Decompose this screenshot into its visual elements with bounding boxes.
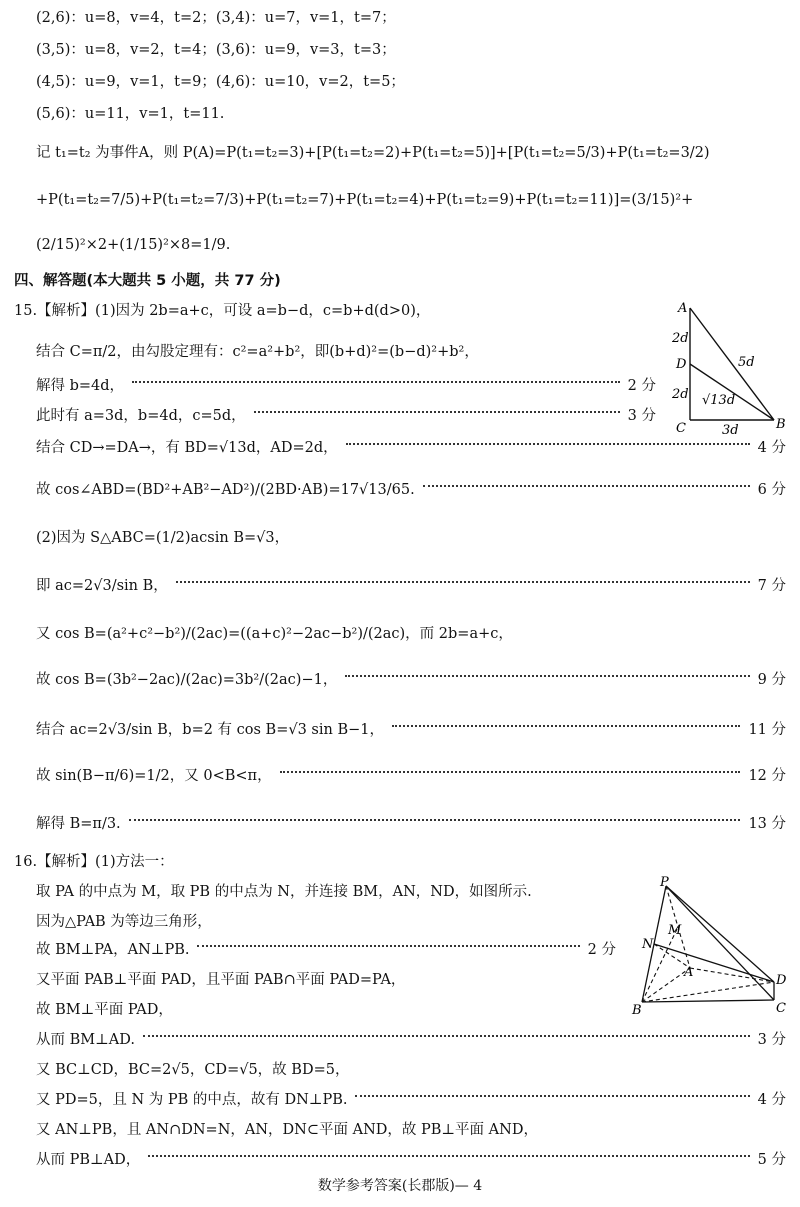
q15-score-3: 3 分	[627, 408, 656, 424]
q15-row-11	[36, 766, 786, 786]
q15-row-10	[36, 720, 786, 740]
edge-pd	[666, 886, 774, 982]
q15-line-4: 结合 CD→=DA→，有 BD=√13d，AD=2d，	[36, 440, 338, 456]
q15-line-10: 结合 ac=2√3/sin B，b=2 有 cos B=√3 sin B−1，	[36, 722, 384, 738]
q16-line-8: 又 PD=5，且 N 为 PB 的中点，故有 DN⊥PB.	[36, 1092, 348, 1108]
q15-line-7: 即 ac=2√3/sin B，	[36, 578, 168, 594]
q15-row-9	[36, 670, 786, 690]
leader-dots	[254, 411, 620, 413]
q15-line-6: (2)因为 S△ABC=(1/2)acsin B=√3，	[36, 530, 290, 546]
label-2d-top: 2d	[672, 331, 689, 346]
label-m: M	[668, 923, 682, 938]
label-b: B	[776, 417, 786, 432]
q16-line-4: 又平面 PAB⊥平面 PAD，且平面 PAB∩平面 PAD=PA，	[36, 972, 406, 988]
label-c: C	[776, 1001, 786, 1016]
q15-row-2	[36, 376, 656, 396]
q15-line-9: 故 cos B=(3b²−2ac)/(2ac)=3b²/(2ac)−1，	[36, 672, 338, 688]
label-3d: 3d	[722, 423, 739, 438]
q16-line-7: 又 BC⊥CD，BC=2√5，CD=√5，故 BD=5，	[36, 1062, 350, 1078]
q16-score-10: 5 分	[757, 1152, 786, 1168]
event-line-1: 记 t₁=t₂ 为事件A，则 P(A)=P(t₁=t₂=3)+[P(t₁=t₂=2)+P(t₁=t₂=5)]+[P(t₁=t₂=5/3)+P(t₁=t₂=3/2)	[36, 145, 710, 161]
leader-dots	[392, 725, 740, 727]
q16-pyramid-figure	[628, 876, 790, 1018]
label-2d-bottom: 2d	[672, 387, 689, 402]
q15-score-10: 11 分	[748, 722, 786, 738]
q15-line-12: 解得 B=π/3.	[36, 816, 121, 832]
leader-dots	[423, 485, 750, 487]
section-title: 四、解答题(本大题共 5 小题，共 77 分)	[14, 273, 281, 289]
q16-line-9: 又 AN⊥PB，且 AN∩DN=N，AN，DN⊂平面 AND，故 PB⊥平面 AND，	[36, 1122, 538, 1138]
edge-ba	[642, 968, 690, 1002]
q15-score-11: 12 分	[748, 768, 786, 784]
q16-line-6: 从而 BM⊥AD.	[36, 1032, 135, 1048]
edge-bc	[642, 1000, 774, 1002]
label-a: A	[684, 965, 694, 980]
label-p: P	[660, 876, 669, 890]
q15-triangle-figure	[666, 298, 796, 438]
q15-line-11: 故 sin(B−π/6)=1/2，又 0<B<π，	[36, 768, 272, 784]
leader-dots	[355, 1095, 749, 1097]
label-c: C	[676, 421, 686, 436]
q15-score-5: 6 分	[757, 482, 786, 498]
label-n: N	[642, 937, 654, 952]
q15-score-12: 13 分	[748, 816, 786, 832]
q16-head: 16.【解析】(1)方法一：	[14, 854, 174, 870]
q16-row-8	[36, 1090, 786, 1110]
q15-row-4	[36, 438, 786, 458]
leader-dots	[132, 381, 620, 383]
leader-dots	[197, 945, 579, 947]
q15-score-9: 9 分	[757, 672, 786, 688]
segment-bd	[642, 982, 774, 1002]
q16-line-5: 故 BM⊥平面 PAD，	[36, 1002, 173, 1018]
event-line-2: +P(t₁=t₂=7/5)+P(t₁=t₂=7/3)+P(t₁=t₂=7)+P(t₁=t₂=4)+P(t₁=t₂=9)+P(t₁=t₂=11)]=(3/15)²+	[36, 192, 694, 208]
q15-row-3	[36, 406, 656, 426]
q15-line-3: 此时有 a=3d，b=4d，c=5d，	[36, 408, 246, 424]
q16-score-6: 3 分	[757, 1032, 786, 1048]
label-b: B	[632, 1003, 642, 1018]
q16-line-2: 因为△PAB 为等边三角形，	[36, 914, 212, 930]
segment-db	[690, 364, 774, 420]
label-a: A	[678, 301, 688, 316]
q15-line-2: 解得 b=4d，	[36, 378, 125, 394]
leader-dots	[176, 581, 750, 583]
q16-row-3	[36, 940, 616, 960]
q16-line-1: 取 PA 的中点为 M，取 PB 的中点为 N，并连接 BM，AN，ND，如图所示.	[36, 884, 532, 900]
label-5d: 5d	[738, 355, 755, 370]
q15-line-1: 结合 C=π/2，由勾股定理有：c²=a²+b²，即(b+d)²=(b−d)²+b²，	[36, 344, 479, 360]
leader-dots	[346, 443, 750, 445]
case-line-4: (5,6)：u=11，v=1，t=11.	[36, 106, 225, 122]
leader-dots	[129, 819, 741, 821]
page-footer: 数学参考答案(长郡版)— 4	[317, 1178, 483, 1194]
q16-row-6	[36, 1030, 786, 1050]
leader-dots	[345, 675, 749, 677]
q15-row-7	[36, 576, 786, 596]
q15-line-8: 又 cos B=(a²+c²−b²)/(2ac)=((a+c)²−2ac−b²)/(2ac)，而 2b=a+c，	[36, 626, 513, 642]
case-line-2: (3,5)：u=8，v=2，t=4；(3,6)：u=9，v=3，t=3；	[36, 42, 396, 58]
q15-row-12	[36, 814, 786, 834]
q16-line-10: 从而 PB⊥AD，	[36, 1152, 141, 1168]
q15-score-7: 7 分	[757, 578, 786, 594]
case-line-1: (2,6)：u=8，v=4，t=2；(3,4)：u=7，v=1，t=7；	[36, 10, 396, 26]
q16-row-10	[36, 1150, 786, 1170]
q15-row-5	[36, 480, 786, 500]
q15-head: 15.【解析】(1)因为 2b=a+c，可设 a=b−d，c=b+d(d>0)，	[14, 303, 431, 319]
label-d: D	[776, 973, 787, 988]
q15-score-4: 4 分	[757, 440, 786, 456]
q16-line-3: 故 BM⊥PA，AN⊥PB.	[36, 942, 190, 958]
label-d: D	[676, 357, 687, 372]
case-line-3: (4,5)：u=9，v=1，t=9；(4,6)：u=10，v=2，t=5；	[36, 74, 405, 90]
q16-score-8: 4 分	[757, 1092, 786, 1108]
q15-line-5: 故 cos∠ABD=(BD²+AB²−AD²)/(2BD·AB)=17√13/65.	[36, 482, 415, 498]
event-line-3: (2/15)²×2+(1/15)²×8=1/9.	[36, 237, 231, 253]
leader-dots	[143, 1035, 750, 1037]
q16-score-3: 2 分	[587, 942, 616, 958]
leader-dots	[148, 1155, 749, 1157]
leader-dots	[280, 771, 741, 773]
q15-score-2: 2 分	[627, 378, 656, 394]
segment-nd	[654, 944, 774, 982]
label-sqrt13d: √13d	[702, 393, 736, 408]
